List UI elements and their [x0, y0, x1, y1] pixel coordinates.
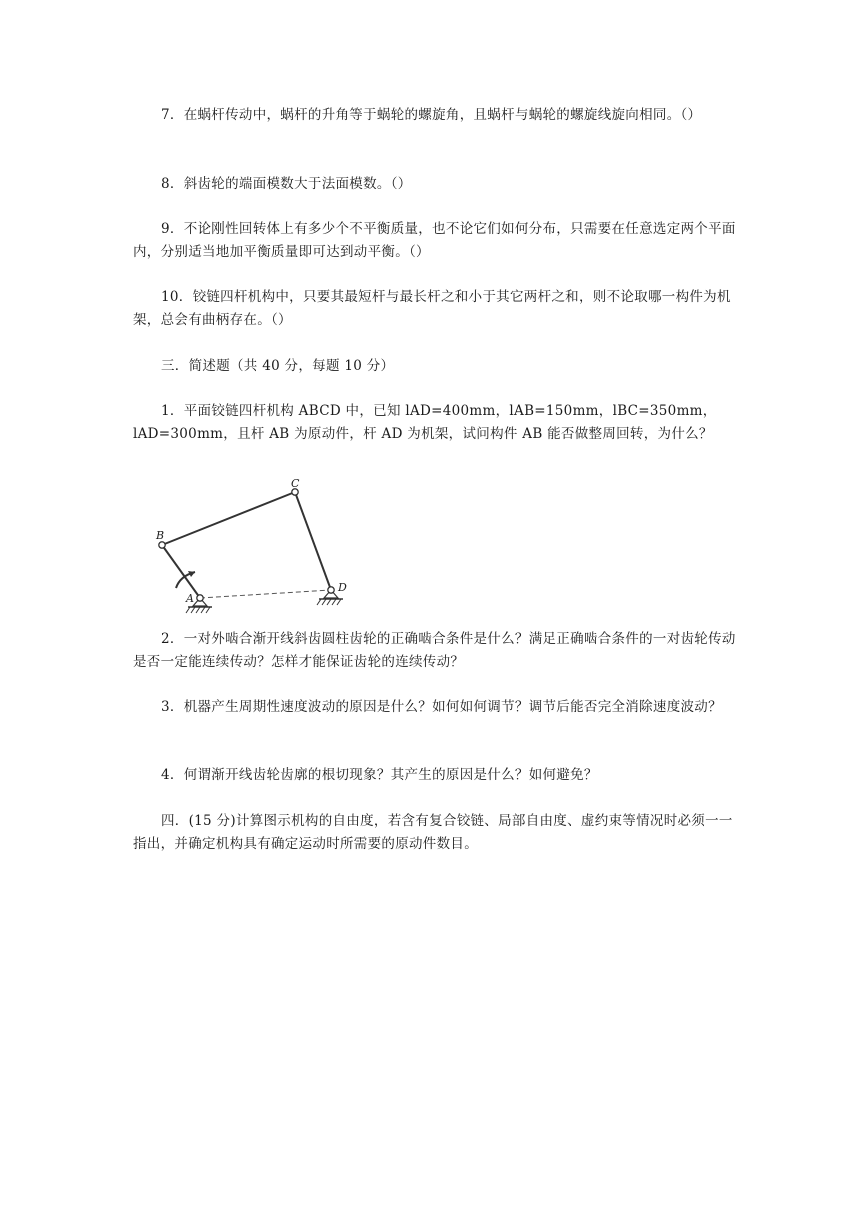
label-d: D	[338, 581, 347, 594]
question-9: 9．不论刚性回转体上有多少个不平衡质量，也不论它们如何分布，只需要在任意选定两个平面内，分别适当地加平衡质量即可达到动平衡。（）	[133, 221, 736, 260]
four-bar-linkage-diagram	[150, 476, 360, 618]
label-b: B	[156, 529, 165, 542]
ground-hatch-d	[317, 599, 341, 605]
short-answer-3: 3．机器产生周期性速度波动的原因是什么？如何如何调节？调节后能否完全消除速度波动？	[161, 699, 722, 715]
ground-hatch-a	[186, 607, 210, 613]
four-bar-linkage-figure	[150, 476, 360, 618]
section-3-heading: 三．简述题（共 40 分，每题 10 分）	[161, 358, 395, 374]
section-4-question: 四．(15 分)计算图示机构的自由度，若含有复合铰链、局部自由度、虚约束等情况时必须一一指出，并确定机构具有确定运动时所需要的原动件数目。	[133, 813, 733, 852]
short-answer-1: 1．平面铰链四杆机构 ABCD 中，已知 lAD=400mm，lAB=150mm，lBC=350mm，lAD=300mm，且杆 AB 为原动件，杆 AD 为机架，试问构件 AB 能否做整周回转，为什么？	[133, 403, 717, 442]
joint-a	[197, 595, 203, 601]
short-answer-2: 2．一对外啮合渐开线斜齿圆柱齿轮的正确啮合条件是什么？满足正确啮合条件的一对齿轮传动是否一定能连续传动？怎样才能保证齿轮的连续传动？	[133, 631, 736, 670]
joint-b	[159, 542, 165, 548]
frame-ad	[200, 590, 331, 598]
link-bc	[162, 492, 295, 545]
question-8: 8．斜齿轮的端面模数大于法面模数。（）	[161, 176, 412, 192]
short-answer-4: 4．何谓渐开线齿轮齿廓的根切现象？其产生的原因是什么？如何避免？	[161, 767, 598, 783]
label-a: A	[186, 592, 194, 605]
joint-d	[328, 587, 334, 593]
question-10: 10．铰链四杆机构中，只要其最短杆与最长杆之和小于其它两杆之和，则不论取哪一构件为机架，总会有曲柄存在。（）	[133, 289, 731, 328]
label-c: C	[291, 477, 300, 490]
link-cd	[295, 492, 331, 590]
question-7: 7．在蜗杆传动中，蜗杆的升角等于蜗轮的螺旋角，且蜗杆与蜗轮的螺旋线旋向相同。（）	[161, 107, 702, 123]
